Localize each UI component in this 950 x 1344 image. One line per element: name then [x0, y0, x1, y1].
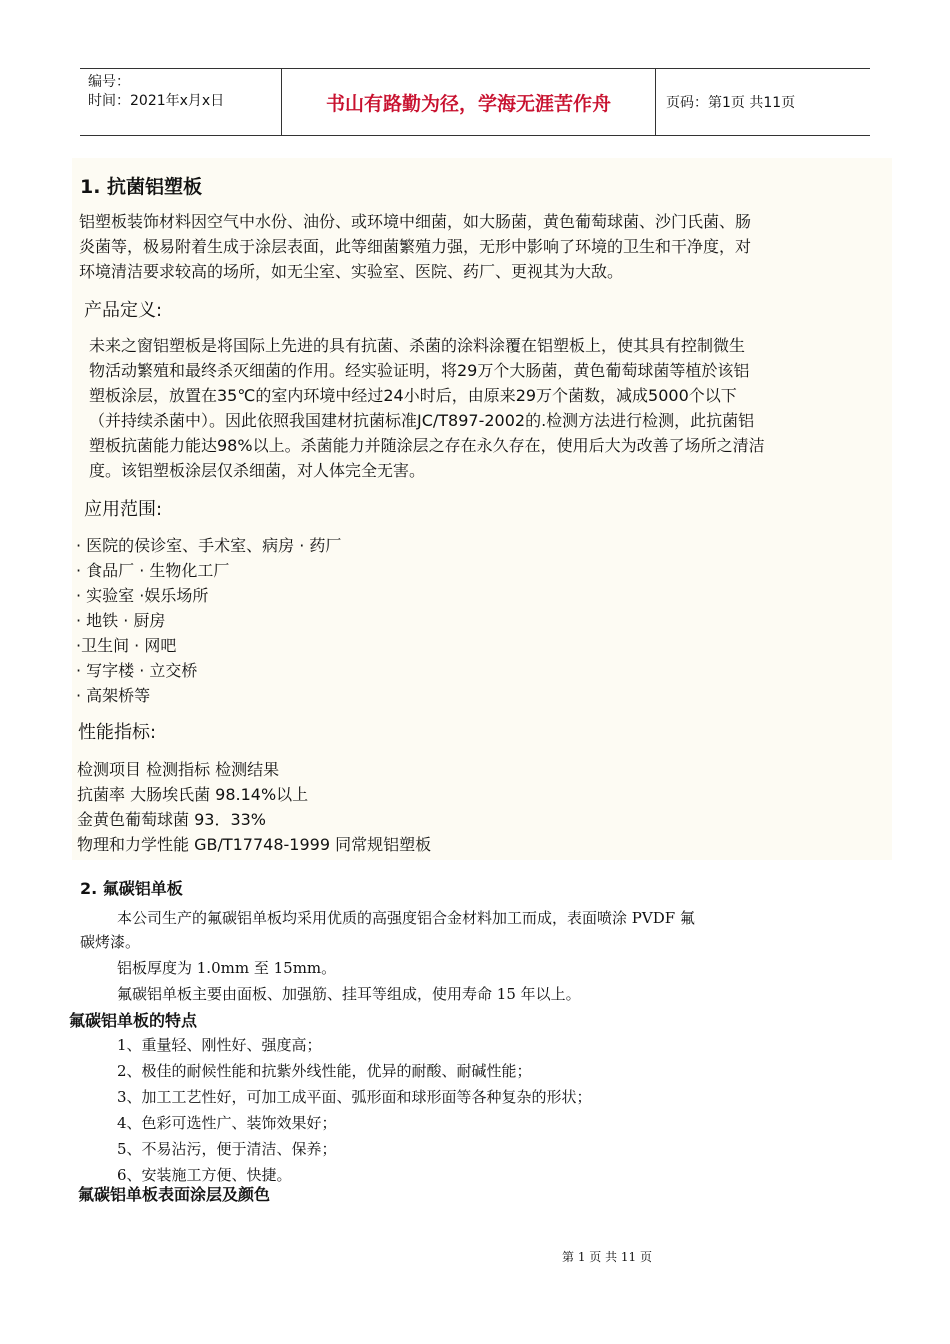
features-list	[117, 1032, 592, 1188]
section1-title: 1. 抗菌铝塑板	[80, 176, 203, 198]
list-item: ·卫生间 · 网吧	[76, 636, 177, 655]
features-heading: 氟碳铝单板的特点	[69, 1011, 198, 1030]
intro-paragraph	[79, 209, 751, 284]
application-heading: 应用范围:	[84, 499, 163, 520]
page-footer: 第 1 页 共 11 页	[562, 1250, 652, 1264]
header-motto-cell	[282, 69, 656, 135]
definition-line: 未来之窗铝塑板是将国际上先进的具有抗菌、杀菌的涂料涂覆在铝塑板上，使其具有控制微生	[89, 336, 746, 355]
s2-paragraph-3: 氟碳铝单板主要由面板、加强筋、挂耳等组成，使用寿命 15 年以上。	[117, 985, 581, 1003]
definition-line: 物活动繁殖和最终杀灭细菌的作用。经实验证明，将29万个大肠菌，黄色葡萄球菌等植於该铝	[89, 361, 750, 380]
section2-title: 2. 氟碳铝单板	[80, 879, 183, 898]
list-item: · 医院的侯诊室、手术室、病房 · 药厂	[76, 536, 342, 555]
list-item: 1、重量轻、刚性好、强度高；	[117, 1036, 322, 1054]
list-item: 3、加工工艺性好，可加工成平面、弧形面和球形面等各种复杂的形状；	[117, 1088, 592, 1106]
list-item: 5、不易沾污，便于清洁、保养；	[117, 1140, 337, 1158]
page-info: 页码：第1页 共11页	[666, 95, 796, 111]
s2-paragraph-1	[80, 906, 695, 954]
s2-p1-line: 碳烤漆。	[80, 933, 141, 951]
list-item: · 地铁 · 厨房	[76, 611, 166, 630]
definition-heading: 产品定义:	[84, 300, 163, 321]
header-page-info	[656, 69, 870, 135]
header-left	[80, 69, 282, 135]
list-item: · 实验室 ·娱乐场所	[76, 586, 209, 605]
performance-line: 金黄色葡萄球菌 93．33%	[77, 810, 267, 829]
list-item: · 写字楼 · 立交桥	[76, 661, 198, 680]
intro-line: 环境清洁要求较高的场所，如无尘室、实验室、医院、药厂、更视其为大敌。	[79, 262, 624, 281]
intro-line: 炎菌等，极易附着生成于涂层表面，此等细菌繁殖力强，无形中影响了环境的卫生和干净度，对	[79, 237, 752, 256]
list-item: 6、安装施工方便、快捷。	[117, 1166, 292, 1184]
s2-p1-line: 本公司生产的氟碳铝单板均采用优质的高强度铝合金材料加工而成，表面喷涂 PVDF 氟	[117, 909, 695, 927]
performance-line: 物理和力学性能 GB/T17748-1999 同常规铝塑板	[77, 835, 432, 854]
list-item: · 食品厂 · 生物化工厂	[76, 561, 230, 580]
list-item: 4、色彩可选性广、装饰效果好；	[117, 1114, 337, 1132]
s2-paragraph-2: 铝板厚度为 1.0mm 至 15mm。	[117, 959, 337, 977]
performance-line: 检测项目 检测指标 检测结果	[77, 760, 280, 779]
performance-list	[77, 757, 431, 857]
motto: 书山有路勤为径，学海无涯苦作舟	[325, 92, 611, 115]
intro-line: 铝塑板装饰材料因空气中水份、油份、或环境中细菌，如大肠菌，黄色葡萄球菌、沙门氏菌、肠	[79, 212, 752, 231]
definition-line: 度。该铝塑板涂层仅杀细菌，对人体完全无害。	[89, 461, 426, 480]
page-header	[80, 68, 870, 136]
application-list	[76, 533, 341, 708]
date-label: 时间：2021年x月x日	[88, 93, 225, 109]
definition-paragraph	[89, 333, 765, 483]
definition-line: 塑板抗菌能力能达98%以上。杀菌能力并随涂层之存在永久存在，使用后大为改善了场所之清洁	[89, 436, 765, 455]
performance-heading: 性能指标:	[78, 722, 157, 743]
performance-line: 抗菌率 大肠埃氏菌 98.14%以上	[77, 785, 309, 804]
definition-line: 塑板涂层，放置在35℃的室内环境中经过24小时后，由原来29万个菌数，减成5000个以下	[89, 386, 737, 405]
definition-line: （并持续杀菌中）。因此依照我国建材抗菌标准JC/T897-2002的.检测方法进行检测，此抗菌铝	[89, 411, 755, 430]
coating-heading: 氟碳铝单板表面涂层及颜色	[78, 1185, 271, 1204]
list-item: 2、极佳的耐候性能和抗紫外线性能，优异的耐酸、耐碱性能；	[117, 1062, 532, 1080]
code-label: 编号：	[88, 74, 130, 90]
list-item: · 高架桥等	[76, 686, 151, 705]
